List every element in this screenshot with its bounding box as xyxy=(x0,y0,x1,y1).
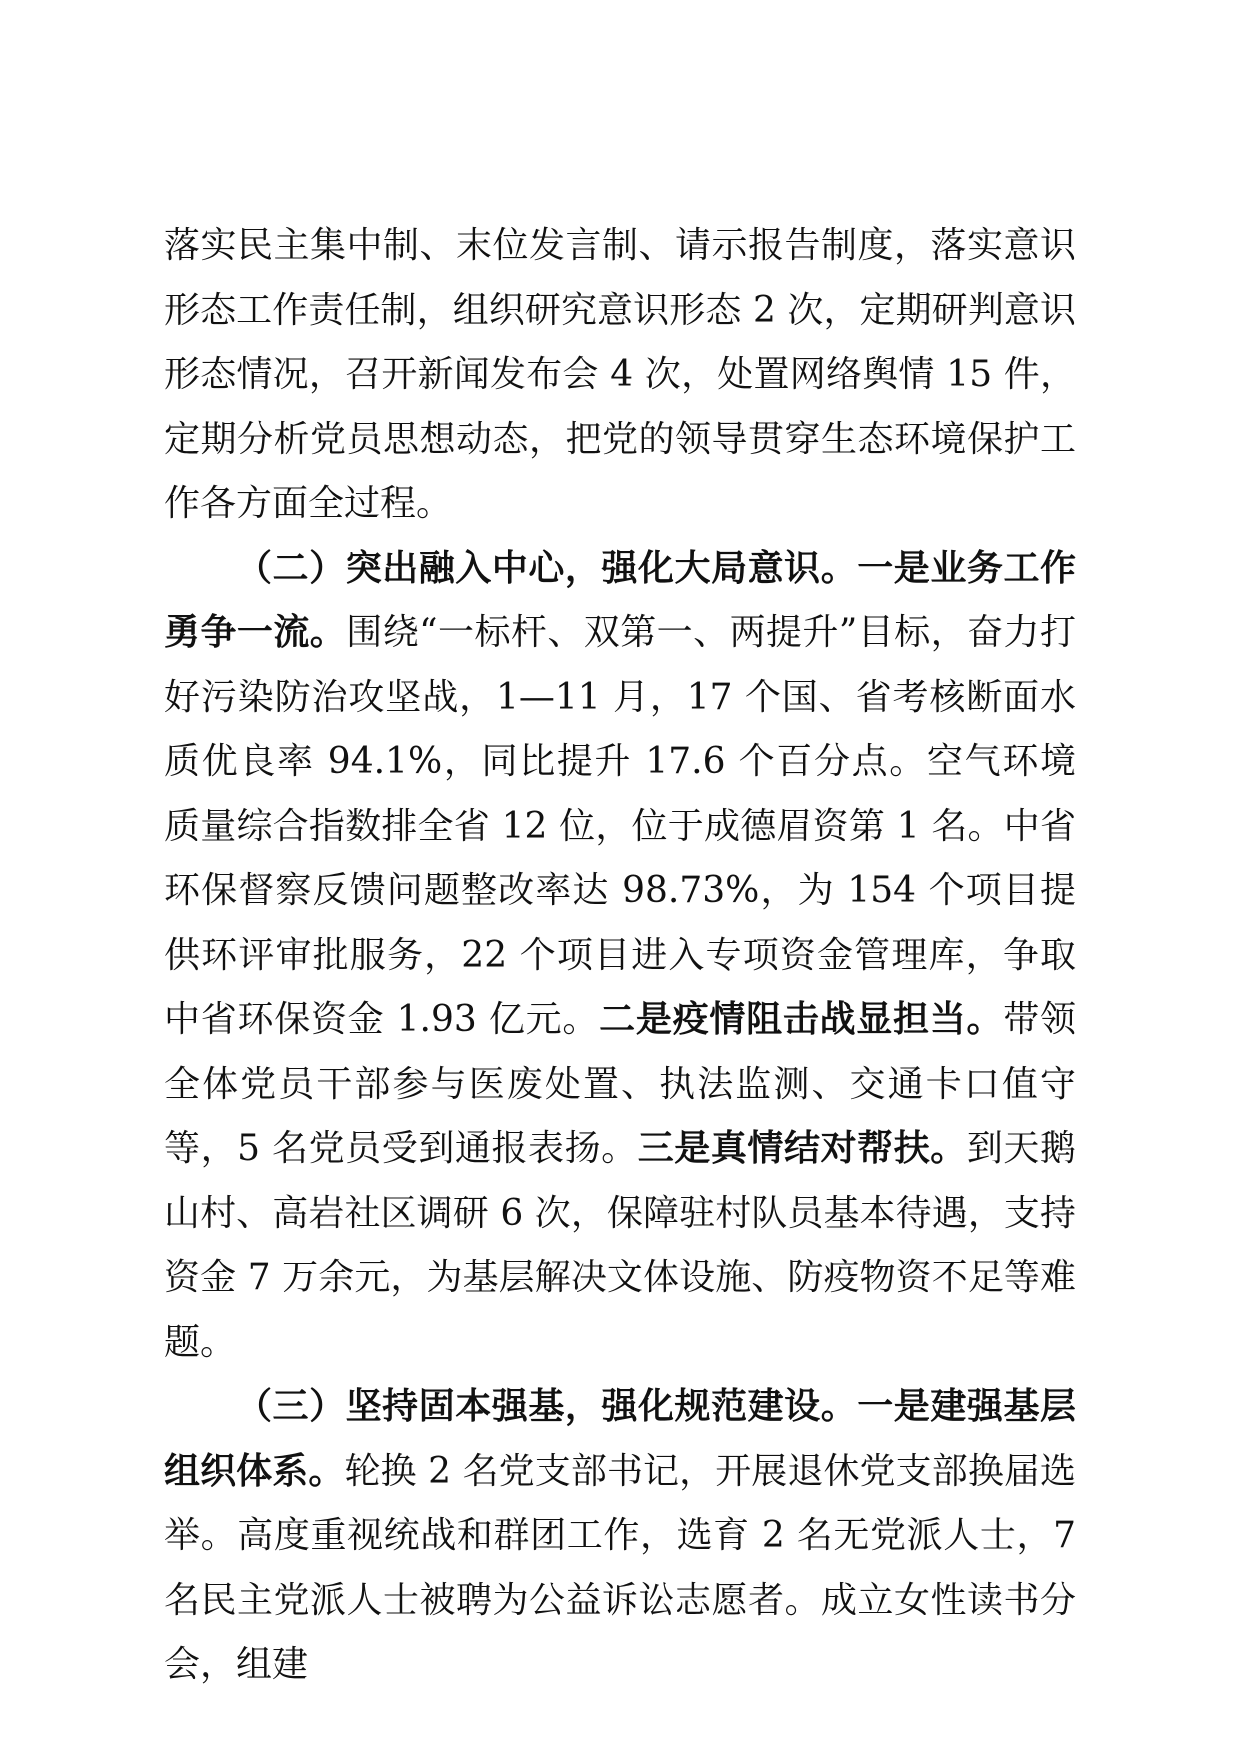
paragraph-text: 到天鹅山村、高岩社区调研 6 次，保障驻村队员基本待遇，支持资金 7 万余元，为基层解决文体设施、防疫物资不足等难题。 xyxy=(164,1128,1076,1363)
subpoint-heading: 三是真情结对帮扶。 xyxy=(637,1128,967,1169)
paragraph-section-2 xyxy=(164,537,1076,1376)
paragraph-ideology-work xyxy=(164,214,1076,537)
paragraph-section-3 xyxy=(164,1375,1076,1698)
document-page xyxy=(164,214,1076,1698)
section-heading: （三）坚持固本强基，强化规范建设。一是建强基层组织体系。 xyxy=(164,1386,1076,1492)
paragraph-text: 带领全体党员干部参与医废处置、执法监测、交通卡口值守等，5 名党员受到通报表扬。 xyxy=(164,999,1076,1169)
paragraph-text: 落实民主集中制、末位发言制、请示报告制度，落实意识形态工作责任制，组织研究意识形态 2 次，定期研判意识形态情况，召开新闻发布会 4 次，处置网络舆情 15 件，定期分析党员思想动态，把党的领导贯穿生态环境保护工作各方面全过程。 xyxy=(164,225,1076,524)
section-heading: （二）突出融入中心，强化大局意识。一是业务工作勇争一流。 xyxy=(164,547,1076,653)
paragraph-text: 围绕“一标杆、双第一、两提升”目标，奋力打好污染防治攻坚战，1—11 月，17 个国、省考核断面水质优良率 94.1%，同比提升 17.6 个百分点。空气环境质量综合指数排全省 12 位，位于成德眉资第 1 名。中省环保督察反馈问题整改率达 98.73%，为 154 个项目提供环评审批服务，22 个项目进入专项资金管理库，争取中省环保资金 1.93 亿元。 xyxy=(164,612,1076,1040)
paragraph-text: 轮换 2 名党支部书记，开展退休党支部换届选举。高度重视统战和群团工作，选育 2 名无党派人士，7 名民主党派人士被聘为公益诉讼志愿者。成立女性读书分会，组建 xyxy=(164,1450,1076,1685)
subpoint-heading: 二是疫情阻击战显担当。 xyxy=(599,999,1004,1040)
